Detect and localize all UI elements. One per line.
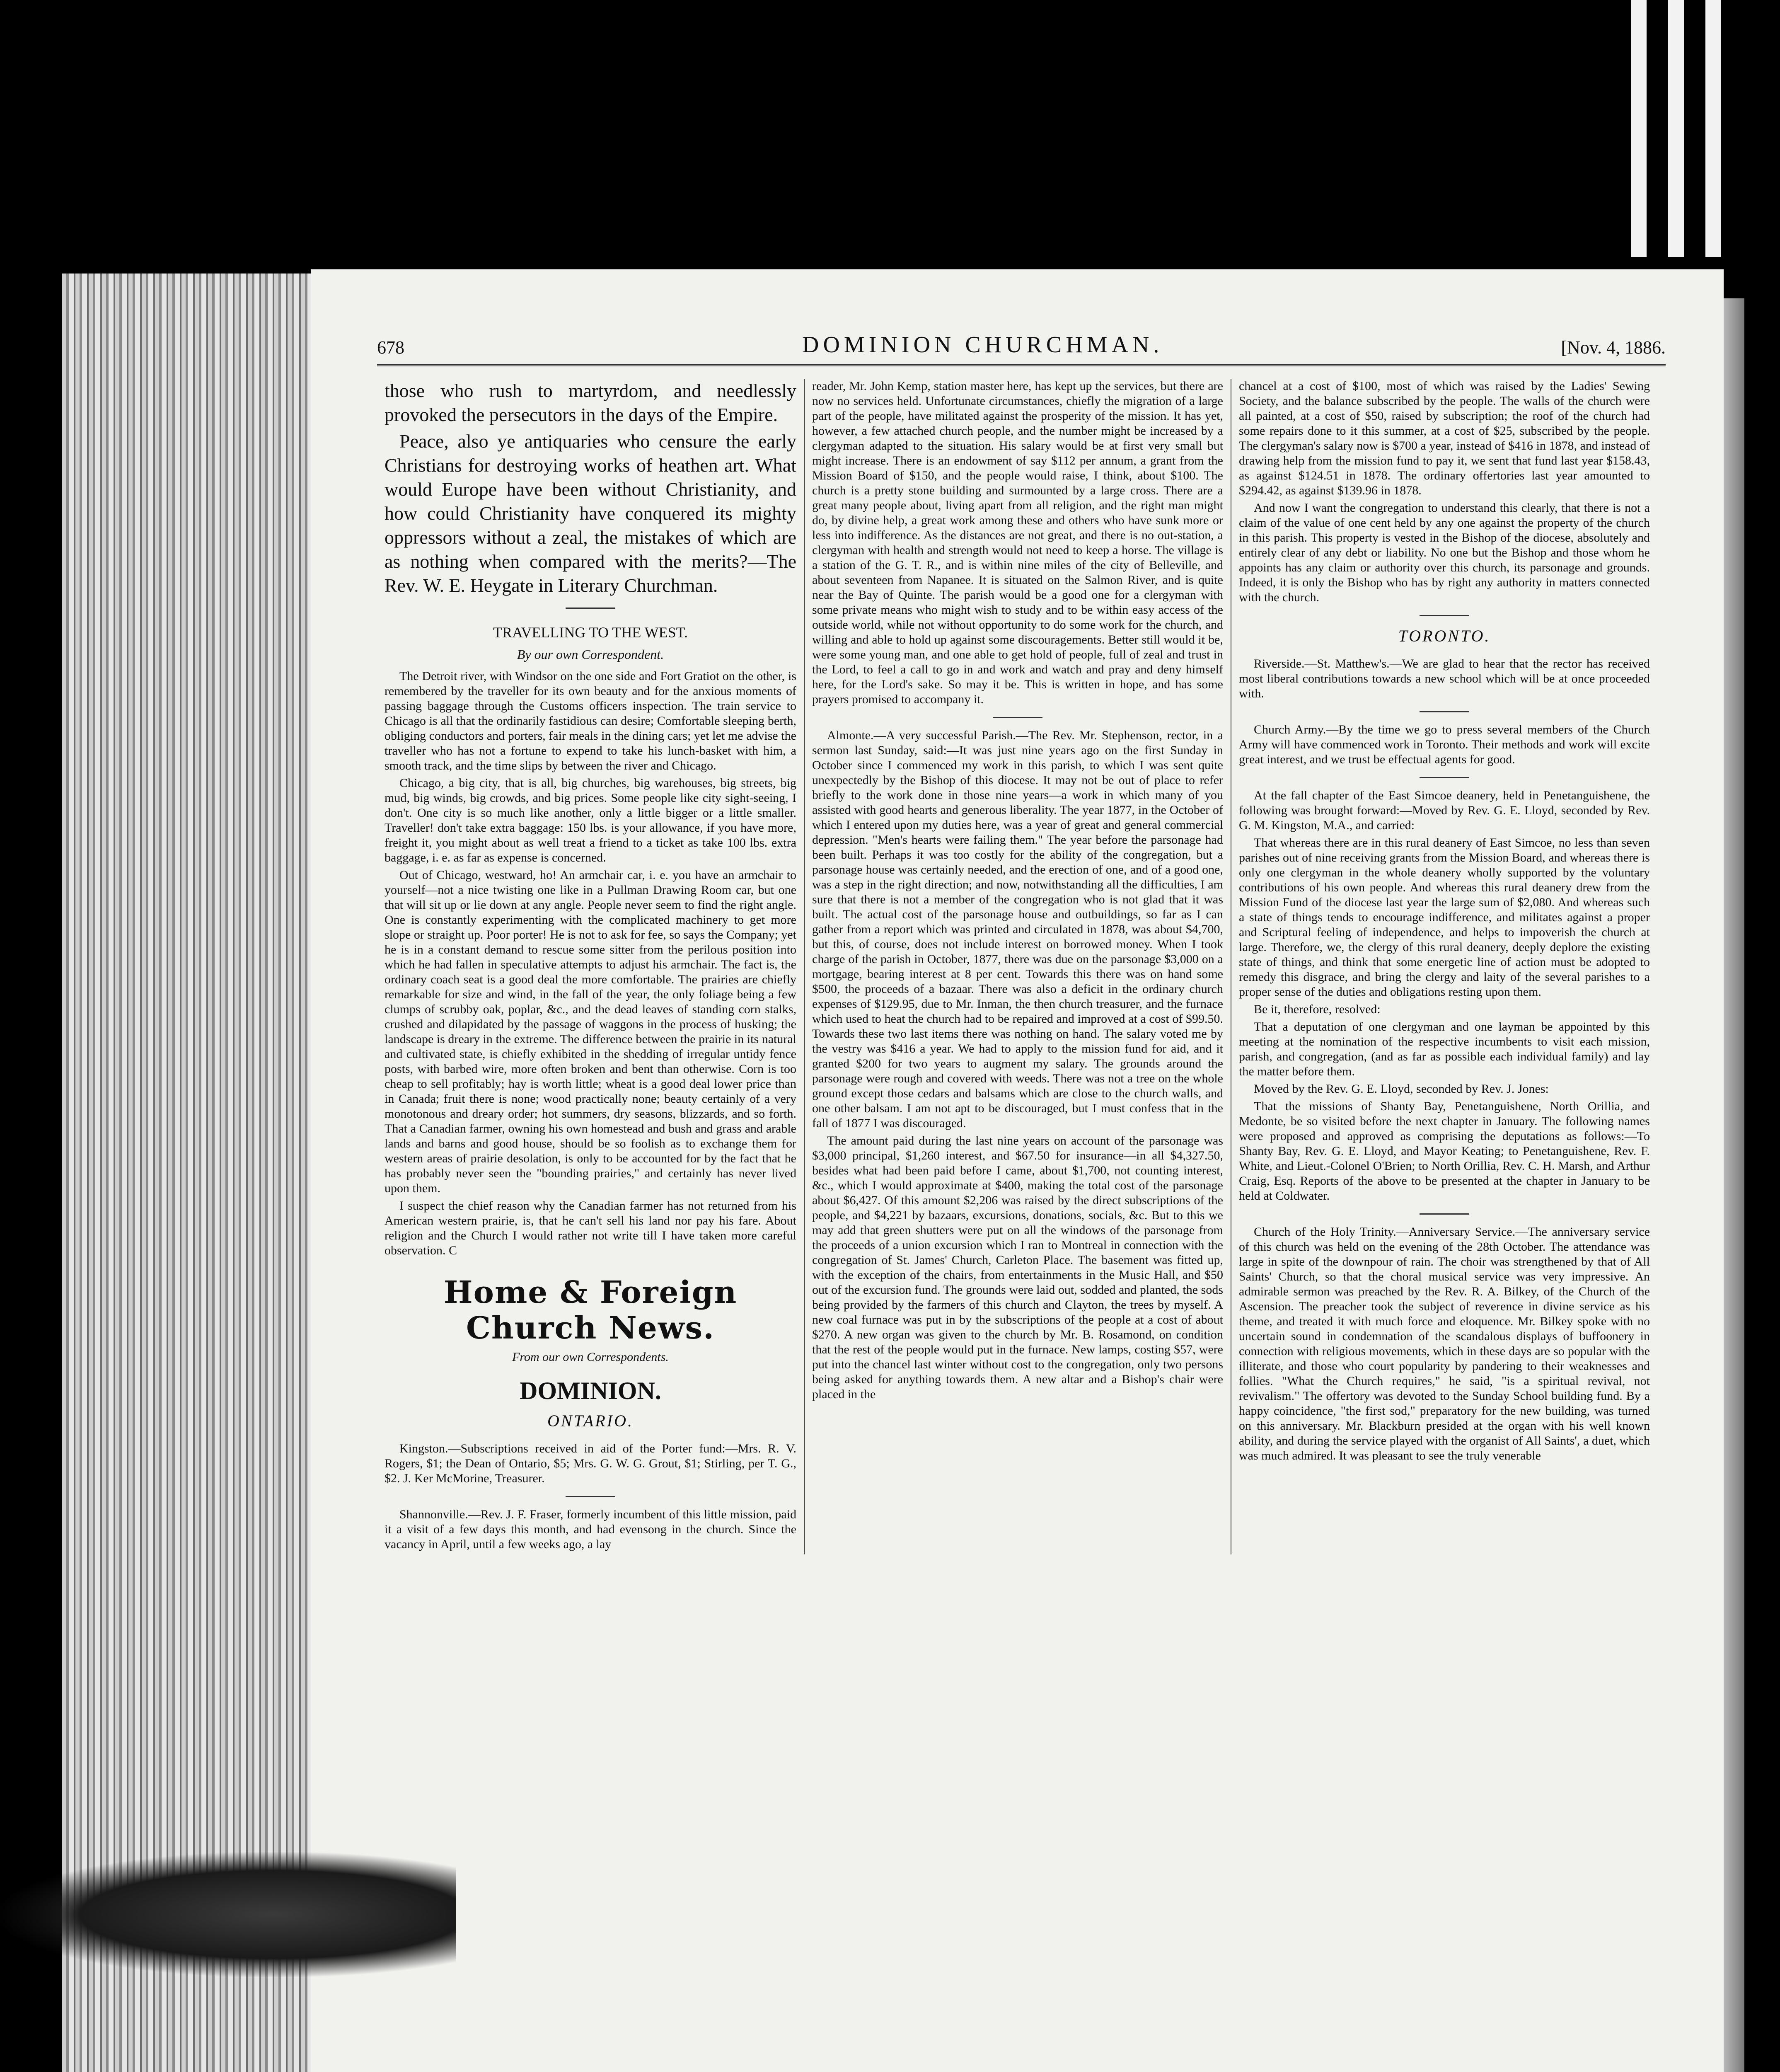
paragraph: At the fall chapter of the East Simcoe deanery, held in Penetanguishene, the following was brought forward:—Moved by Rev. G. E. Lloyd, seconded by Rev. G. M. Kingston, M.A., and carried: bbox=[1239, 789, 1650, 832]
paragraph: Riverside.—St. Matthew's.—We are glad to hear that the rector has received most liberal contributions towards a new school which will be at once proceeded with. bbox=[1239, 657, 1650, 700]
divider bbox=[1420, 1213, 1469, 1215]
article-title: TRAVELLING TO THE WEST. bbox=[493, 624, 688, 641]
paragraph: those who rush to martyrdom, and needlessly provoked the persecutors in the days of the Empire. bbox=[385, 380, 796, 425]
paragraph: That a deputation of one clergyman and one layman be appointed by this meeting at the nomination of the respective incumbents to visit each mission, parish, and congregation, (and as far as possible each individual family) and lay the matter before them. bbox=[1239, 1020, 1650, 1078]
masthead: DOMINION CHURCHMAN. bbox=[802, 332, 1163, 358]
paragraph: That whereas there are in this rural deanery of East Simcoe, no less than seven parishes out of nine receiving grants from the Mission Board, and whereas there is only one clergyman in the whole deanery wholly supported by the voluntary contributions of his own people. And whereas this rural deanery drew from the Mission Fund of the diocese last year the large sum of $2,080. And whereas such a state of things tends to encourage indifference, and militates against a proper and Scriptural feeling of independence, and helps to impoverish the church at large. Therefore, we, the clergy of this rural deanery, deeply deplore the existing state of things, and think that some energetic line of action must be adopted to remedy this disgrace, and bring the clergy and laity of the several parishes to a proper sense of the duties and obligations resting upon them. bbox=[1239, 836, 1650, 999]
paragraph: The Detroit river, with Windsor on the one side and Fort Gratiot on the other, is remembered by the traveller for its own beauty and for the anxious moments of passing baggage through the Customs officers inspection. The train service to Chicago is all that the ordinarily fastidious can desire; Comfortable sleeping berth, obliging conductors and porters, fair meals in the dining cars; yet let me advise the traveller who has not a fortune to expend to take his lunch-basket with him, a smooth track, and the time slips by between the river and Chicago. bbox=[385, 669, 796, 772]
province-heading: ONTARIO. bbox=[547, 1411, 634, 1430]
paragraph: Moved by the Rev. G. E. Lloyd, seconded by Rev. J. Jones: bbox=[1254, 1082, 1549, 1096]
divider bbox=[1420, 777, 1469, 778]
column-2 bbox=[804, 379, 1231, 1554]
columns bbox=[377, 379, 1666, 1554]
byline: From our own Correspondents. bbox=[512, 1350, 669, 1364]
paragraph: Almonte.—A very successful Parish.—The Rev. Mr. Stephenson, rector, in a sermon last Sunday, said:—It was just nine years ago on the first Sunday in October since I commenced my work in this parish, to which I was sent quite unexpectedly by the Bishop of this diocese. It may not be out of place to refer briefly to the work done in those nine years—a work in which many of you assisted with good hearts and generous liberality. The year 1877, in the October of which I entered upon my duties here, was a year of great and general commercial depression. "Men's hearts were failing them." The year before the parsonage had been built. Perhaps it was too costly for the ability of the congregation, but a parsonage house was certainly needed, and the erection of one, and of a good one, was a step in the right direction; and now, notwithstanding all the difficulties, I am sure that there is not a member of the congregation who is not glad that it was built. The actual cost of the parsonage house and outbuildings, so far as I can gather from a report which was printed and circulated in 1878, was about $4,700, but this, of course, does not include interest on borrowed money. When I took charge of the parish in October, 1877, there was due on the parsonage $3,000 on a mortgage, bearing interest at 8 per cent. Towards this there was on hand some $500, the proceeds of a bazaar. There was also a deficit in the ordinary church expenses of $129.95, due to Mr. Inman, the then church treasurer, and the furnace which used to heat the church had to be repaired and improved at a cost of $99.50. Towards these two last items there was nothing on hand. The salary voted me by the vestry was $416 a year. We had to apply to the mission fund for aid, and it granted $200 for two years to augment my salary. The grounds around the parsonage were rough and covered with weeds. There was not a tree on the whole ground except those cedars and balsams which are close to the church walls, and one other balsam. I am not apt to be discouraged, but I must confess that in the fall of 1877 I was discouraged. bbox=[812, 729, 1223, 1130]
paragraph: reader, Mr. John Kemp, station master here, has kept up the services, but there are now no services held. Unfortunate circumstances, chiefly the migration of a large part of the people, have militated against the prosperity of the mission. It has yet, however, a few attached church people, and the number might be increased by a clergyman adapted to the situation. His salary would be at first very small but might increase. There is an endowment of say $112 per annum, a grant from the Mission Board of $150, and the people would raise, I think, about $100. The church is a pretty stone building and surmounted by a large cross. There are a great many people about, living apart from all religion, and the right man might do, by divine help, a great work among these and others who have sunk more or less into indifference. As the distances are not great, and there is no out-station, a clergyman with health and strength would not need to keep a horse. The village is a station of the G. T. R., and is within nine miles of the city of Belleville, and about seventeen from Napanee. It is situated on the Salmon River, and is quite near the Bay of Quinte. The parish would be a good one for a clergyman with some private means who might wish to study and to be within easy access of the outside world, while not without opportunity to do some work for the church, and willing and able to hold up against some discouragements. Better still would it be, were some young man, and one able to get hold of people, full of zeal and trust in the Lord, to feel a call to go in and work and watch and pray and deny himself here, for the Lord's sake. So may it be. This is written in hope, and has some prayers promised to accompany it. bbox=[812, 379, 1223, 706]
paragraph: Chicago, a big city, that is all, big churches, big warehouses, big streets, big mud, big winds, big crowds, and big prices. Some people like city sight-seeing, I don't. One city is so much like another, only a little bigger or a little smaller. Traveller! don't take extra baggage: 150 lbs. is your allowance, if you have more, freight it, you might about as well treat a friend to a ticket as take 100 lbs. extra baggage, i. e. as far as expense is concerned. bbox=[385, 776, 796, 864]
paragraph: Kingston.—Subscriptions received in aid of the Porter fund:—Mrs. R. V. Rogers, $1; the Dean of Ontario, $5; Mrs. G. W. G. Grout, $1; Stirling, per T. G., $2. J. Ker McMorine, Treasurer. bbox=[385, 1442, 796, 1485]
newspaper-page bbox=[311, 269, 1724, 2072]
region-heading: DOMINION. bbox=[520, 1377, 661, 1404]
divider bbox=[1420, 711, 1469, 712]
paragraph: Peace, also ye antiquaries who censure the early Christians for destroying works of heathen art. What would Europe have been without Christianity, and how could Christianity have conquered its mighty oppressors without a zeal, the mistakes of which are as nothing when compared with the merits?—The Rev. W. E. Heygate in Literary Churchman. bbox=[385, 431, 796, 596]
paragraph: I suspect the chief reason why the Canadian farmer has not returned from his American western prairie, is, that he can't sell his land nor pay his fare. About religion and the Church I would rather not write till I have taken more careful observation. C bbox=[385, 1199, 796, 1257]
book-page-edges bbox=[62, 274, 327, 2072]
paragraph: chancel at a cost of $100, most of which was raised by the Ladies' Sewing Society, and the balance subscribed by the people. The walls of the church were all painted, at a cost of $50, raised by subscription; the roof of the church had some repairs done to it this summer, at a cost of $25, subscribed by the people. The clergyman's salary now is $700 a year, instead of $416 in 1878, and instead of drawing help from the mission fund to pay it, we sent that fund last year $158.43, as against $124.51 in 1878. The ordinary offertories last year amounted to $294.42, as against $139.96 in 1878. bbox=[1239, 379, 1650, 497]
paragraph: And now I want the congregation to understand this clearly, that there is not a claim of the value of one cent held by any one against the property of the church in this parish. This property is vested in the Bishop of the diocese, absolutely and entirely clear of any debt or liability. No one but the Bishop and those whom he appoints has any claim or authority over this church, its parsonage and grounds. Indeed, it is only the Bishop who has by right any authority in matters connected with the church. bbox=[1239, 501, 1650, 604]
divider bbox=[566, 608, 615, 609]
divider bbox=[1420, 615, 1469, 616]
column-1 bbox=[377, 379, 804, 1554]
paragraph: Church of the Holy Trinity.—Anniversary Service.—The anniversary service of this church was held on the evening of the 28th October. The attendance was large in spite of the downpour of rain. The choir was strengthened by that of All Saints' Church, so that the choral musical service was very impressive. An admirable sermon was preached by the Rev. R. A. Bilkey, of the Church of the Ascension. The preacher took the subject of reverence in divine service as his theme, and treated it with much force and eloquence. Mr. Bilkey spoke with no uncertain sound in condemnation of the scandalous displays of buffoonery in connection with religious movements, which in these days are so popular with the illiterate, and those who court popularity by pandering to their weaknesses and follies. "What the Church requires," he said, "is a spiritual revival, not revivalism." The offertory was devoted to the Sunday School building fund. By a happy coincidence, "the first sod," preparatory for the new building, was turned on this anniversary. Mr. Blackburn presided at the organ with his well known ability, and during the service played with the organist of All Saints', a duet, which was much admired. It was pleasant to see the truly venerable bbox=[1239, 1225, 1650, 1462]
page-header bbox=[377, 332, 1666, 366]
paragraph: The amount paid during the last nine years on account of the parsonage was $3,000 principal, $1,260 interest, and $67.50 for insurance—in all $4,327.50, besides what had been paid before I came, about $1,700, not counting interest, &c., which I would approximate at $400, making the total cost of the parsonage about $6,427. Of this amount $2,206 was raised by the direct subscriptions of the people, and $4,221 by bazaars, excursions, donations, socials, &c. But to this we may add that green shutters were put on all the windows of the parsonage from the proceeds of a union excursion which I ran to Montreal in connection with the congregation of St. James' Church, Carleton Place. The basement was fitted up, with the exception of the chairs, from entertainments in the Music Hall, and $50 out of the excursion fund. The grounds were laid out, sodded and planted, the sods being provided by the farmers of this church and Clayton, the trees by myself. A new coal furnace was put in by the subscriptions of the people at a cost of about $270. A new organ was given to the church by Mr. B. Rosamond, on condition that the rest of the people would put in the furnace. New lamps, costing $57, were put into the chancel last winter without cost to the congregation, only two persons being asked for anything towards them. A new altar and a Bishop's chair were placed in the bbox=[812, 1134, 1223, 1401]
paragraph: Be it, therefore, resolved: bbox=[1254, 1002, 1381, 1016]
column-3 bbox=[1231, 379, 1657, 1554]
paragraph: That the missions of Shanty Bay, Penetanguishene, North Orillia, and Medonte, be so visited before the next chapter in January. The following names were proposed and approved as comprising the deputations as follows:—To Shanty Bay, Rev. G. E. Lloyd, and Mayor Keating; to Penetanguishene, Rev. F. White, and Lieut.-Colonel O'Brien; to North Orillia, Rev. C. H. Marsh, and Arthur Craig, Esq. Reports of the above to be presented at the chapter in January to be held at Coldwater. bbox=[1239, 1099, 1650, 1203]
page-number: 678 bbox=[377, 337, 404, 358]
city-heading: TORONTO. bbox=[1398, 627, 1491, 645]
byline: By our own Correspondent. bbox=[517, 647, 664, 662]
divider bbox=[993, 717, 1042, 718]
issue-date: [Nov. 4, 1886. bbox=[1561, 337, 1666, 358]
scanner-thumb-shadow bbox=[0, 1852, 456, 1977]
divider bbox=[566, 1496, 615, 1497]
paragraph: Church Army.—By the time we go to press several members of the Church Army will have commenced work in Toronto. Their methods and work will excite great interest, and we trust be effectual agents for good. bbox=[1239, 723, 1650, 766]
section-title: Home & Foreign Church News. bbox=[443, 1275, 738, 1346]
scan-marker-bars-top bbox=[1631, 0, 1730, 257]
paragraph: Out of Chicago, westward, ho! An armchair car, i. e. you have an armchair to yourself—not a nice twisting one like in a Pullman Drawing Room car, but one that will sit up or lie down at any angle. People never seem to find the right angle. One is constantly experimenting with the complicated machinery to get more slope or straight up. Poor porter! He is not to ask for fee, so says the Company; yet he is in a constant demand to rescue some sitter from the perilous position into which he had fallen in speculative attempts to adjust his armchair. The fact is, the ordinary coach seat is a good deal the more comfortable. The prairies are chiefly remarkable for size and wind, in the fall of the year, the only foliage being a few clumps of scrubby oak, poplar, &c., and the dead leaves of standing corn stalks, crushed and dilapidated by the passage of waggons in the process of husking; the landscape is dreary in the extreme. The difference between the prairie in its natural and cultivated state, is chiefly exhibited in the shedding of irregular untidy fence posts, with barbed wire, more often broken and bent than otherwise. Corn is too cheap to sell profitably; hay is worth little; wheat is a good deal lower price than in Canada; fruit there is none; wood practically none; beauty certainly of a very monotonous and dreary order; hot summers, dry seasons, blizzards, and so forth. That a Canadian farmer, owning his own homestead and bush and grass and arable lands and barns and good house, should be so foolish as to exchange them for western areas of prairie desolation, is only to be accounted for by the fact that he has probably never seen the "bounding prairies," and certainly has never lived upon them. bbox=[385, 868, 796, 1195]
paragraph: Shannonville.—Rev. J. F. Fraser, formerly incumbent of this little mission, paid it a visit of a few days this month, and had evensong in the church. Since the vacancy in April, until a few weeks ago, a lay bbox=[385, 1508, 796, 1551]
